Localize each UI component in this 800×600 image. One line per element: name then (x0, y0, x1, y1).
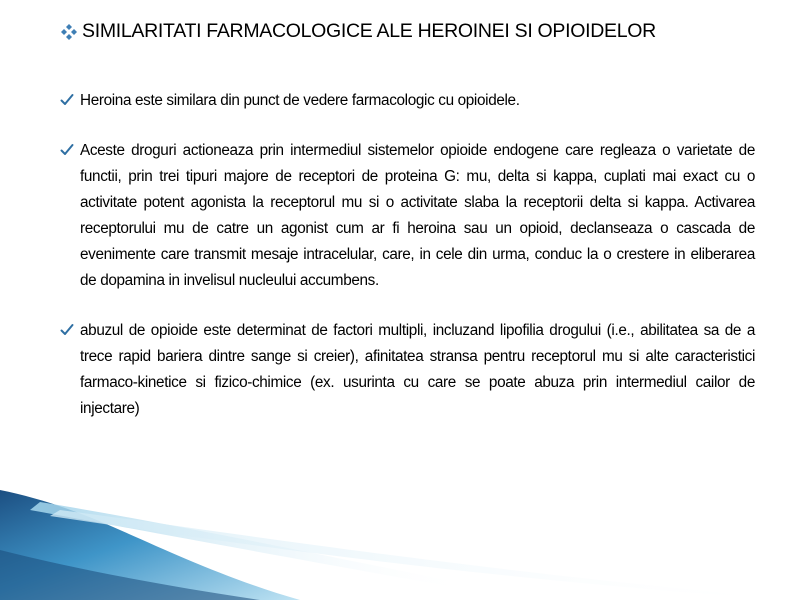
diamond-cluster-icon (60, 23, 78, 41)
bullet-text: Heroina este similara din punct de vedere farmacologic cu opioidele. (80, 92, 520, 109)
slide-bottom-decoration (0, 490, 800, 600)
checkmark-icon (60, 143, 74, 157)
bullet-text: abuzul de opioide este determinat de factori multipli, incluzand lipofilia drogului (i.e., abilitatea sa de a trece rapid bariera dintre sange si creier), afinitatea stransa pentru receptorul mu si alte caracteristici farmaco-kinetice si fizico-chimice (ex. usurinta cu care se poate abuza prin intermediul cailor de injectare) (80, 322, 755, 417)
bullet-item (60, 138, 755, 294)
checkmark-icon (60, 93, 74, 107)
bullet-list (60, 88, 755, 422)
bullet-text: Aceste droguri actioneaza prin intermediul sistemelor opioide endogene care regleaza o varietate de functii, prin trei tipuri majore de receptori de proteina G: mu, delta si kappa, cuplati mai exact cu o activitate potent agonista la receptorul mu si o activitate slaba la receptorii delta si kappa. Activarea receptorului mu de catre un agonist cum ar fi heroina sau un opioid, declanseaza o cascada de evenimente care transmit mesaje intracelular, care, in cele din urma, conduc la o crestere in eliberarea de dopamina in invelisul nucleului accumbens. (80, 142, 755, 289)
checkmark-icon (60, 323, 74, 337)
bullet-item (60, 318, 755, 422)
bullet-item (60, 88, 755, 114)
slide-title-row (60, 20, 760, 43)
slide-title: SIMILARITATI FARMACOLOGICE ALE HEROINEI SI OPIOIDELOR (82, 20, 656, 42)
